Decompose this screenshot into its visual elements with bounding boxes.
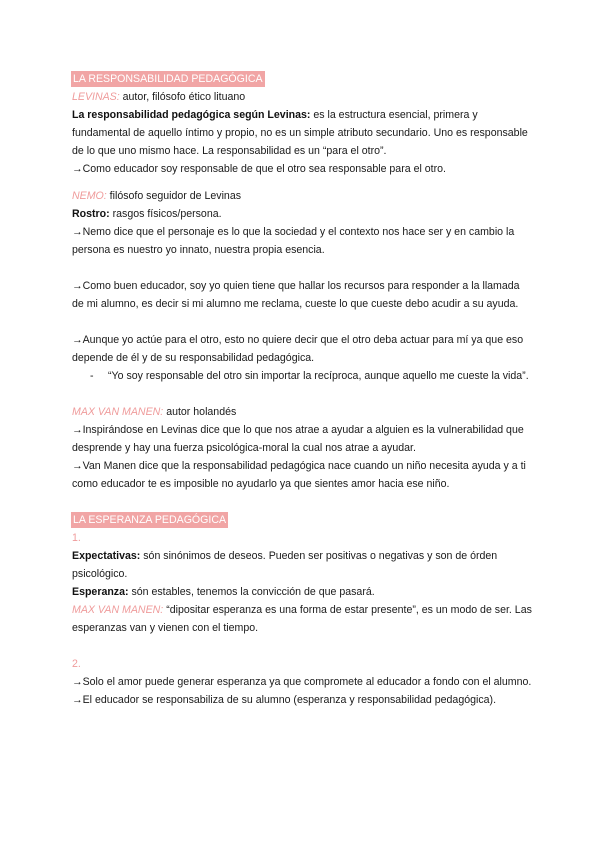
author-name-manen-2: MAX VAN MANEN: xyxy=(72,604,164,616)
bullet-quote-text: “Yo soy responsable del otro sin importar la recíproca, aunque aquello me cueste la vida”. xyxy=(108,370,529,382)
nemo-arrow-note-1: →Nemo dice que el personaje es lo que la sociedad y el contexto nos hace ser y en cambio la persona es nuestro yo innato, nuestra propia esencia. xyxy=(72,226,515,256)
section-heading-esperanza: LA ESPERANZA PEDAGÓGICA xyxy=(73,514,227,526)
rostro-definition xyxy=(72,205,534,223)
esperanza-arrow-note-1: →Solo el amor puede generar esperanza ya que compromete al educador a fondo con el alumno. xyxy=(72,676,532,688)
definition-label: La responsabilidad pedagógica según Levinas: xyxy=(72,109,311,121)
nemo-description: filósofo seguidor de Levinas xyxy=(106,190,242,202)
bullet-dash: - xyxy=(90,370,94,382)
section-heading-responsabilidad: LA RESPONSABILIDAD PEDAGÓGICA xyxy=(73,73,263,85)
expectativas-label: Expectativas: xyxy=(72,550,141,562)
levinas-arrow-note: →Como educador soy responsable de que el otro sea responsable para el otro. xyxy=(72,163,446,175)
item-number-2: 2. xyxy=(72,658,81,670)
author-name-nemo: NEMO: xyxy=(72,190,107,202)
levinas-description: autor, filósofo ético lituano xyxy=(119,91,246,103)
levinas-definition xyxy=(72,106,534,160)
manen-arrow-note-1: →Inspirándose en Levinas dice que lo que nos atrae a ayudar a alguien es la vulnerabilidad que desprende y hay una fuerza psicológica-moral la cual nos atrae a ayudar. xyxy=(72,424,524,454)
item-number-1: 1. xyxy=(72,532,81,544)
nemo-arrow-note-2: →Como buen educador, soy yo quien tiene que hallar los recursos para responder a la llamada de mi alumno, es decir si mi alumno me reclama, cueste lo que cueste debo acudir a su ayuda. xyxy=(72,280,520,310)
rostro-label: Rostro: xyxy=(72,208,110,220)
manen-arrow-note-2: →Van Manen dice que la responsabilidad pedagógica nace cuando un niño necesita ayuda y a ti como educador te es imposible no ayudarlo ya que sientes amor hacia ese niño. xyxy=(72,460,526,490)
definition-text: es la estructura esencial, primera y fundamental de aquello íntimo y propio, no es un simple atributo secundario. Uno es responsable de lo que uno mismo hace. La responsabilidad es un “para el otro”. xyxy=(72,109,528,157)
nemo-arrow-note-3: →Aunque yo actúe para el otro, esto no quiere decir que el otro deba actuar para mí ya que eso depende de él y de su responsabilidad pedagógica. xyxy=(72,334,524,364)
author-name-manen: MAX VAN MANEN: xyxy=(72,406,164,418)
esperanza-label: Esperanza: xyxy=(72,586,129,598)
nemo-intro xyxy=(72,187,534,205)
expectativas-definition xyxy=(72,547,534,583)
quote-bullet xyxy=(72,367,534,385)
author-name-levinas: LEVINAS: xyxy=(72,91,120,103)
document-body xyxy=(72,70,534,709)
manen-esperanza-quote xyxy=(72,601,534,637)
rostro-text: rasgos físicos/persona. xyxy=(109,208,222,220)
expectativas-text: són sinónimos de deseos. Pueden ser positivas o negativas y son de órden psicológico. xyxy=(72,550,498,580)
levinas-intro xyxy=(72,88,534,106)
esperanza-definition xyxy=(72,583,534,601)
manen-esperanza-text: “dipositar esperanza es una forma de estar presente”, es un modo de ser. Las esperanzas van y vienen con el tiempo. xyxy=(72,604,532,634)
manen-description: autor holandés xyxy=(163,406,237,418)
esperanza-text: són estables, tenemos la convicción de que pasará. xyxy=(128,586,375,598)
manen-intro xyxy=(72,403,534,421)
esperanza-arrow-note-2: →El educador se responsabiliza de su alumno (esperanza y responsabilidad pedagógica). xyxy=(72,694,497,706)
